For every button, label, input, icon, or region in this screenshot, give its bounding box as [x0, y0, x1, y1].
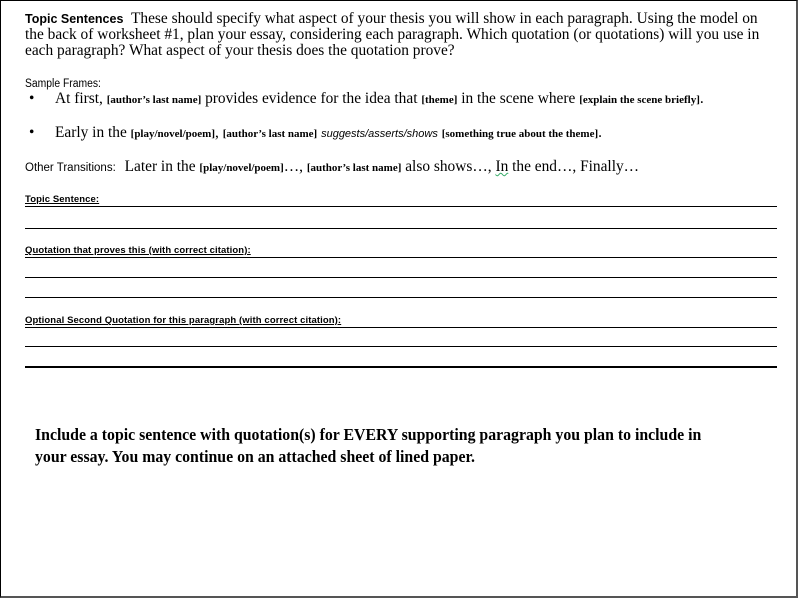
- frame1-placeholder-scene: [explain the scene briefly]: [579, 94, 700, 106]
- quotation-label: Quotation that proves this (with correct citation):: [25, 245, 251, 256]
- sample-frames-heading: Sample Frames:: [25, 78, 101, 90]
- frame1-text-1: At first,: [55, 90, 107, 107]
- other-transitions: [25, 158, 785, 176]
- topic-sentence-label: Topic Sentence:: [25, 194, 100, 205]
- frame2-placeholder-author: [author’s last name]: [222, 128, 318, 140]
- optional-quotation-line-3: [25, 366, 777, 368]
- intro-paragraph: [25, 11, 777, 60]
- transitions-text-3: also shows…,: [401, 158, 496, 175]
- transitions-spellcheck-word: In: [495, 158, 509, 175]
- quotation-line-3: [25, 297, 777, 298]
- transitions-text-2: …,: [283, 158, 307, 175]
- closing-instruction: Include a topic sentence with quotation(s) for EVERY supporting paragraph you plan to include in your essay. You may continue on an attached sheet of lined paper.: [35, 425, 702, 466]
- topic-sentence-line-2: [25, 228, 777, 229]
- optional-quotation-label: Optional Second Quotation for this paragraph (with correct citation):: [25, 315, 342, 326]
- bullet-1: •: [29, 90, 35, 107]
- transitions-label: Other Transitions:: [25, 162, 116, 174]
- transitions-placeholder-work: [play/novel/poem]: [199, 162, 284, 174]
- transitions-placeholder-author: [author’s last name]: [306, 162, 402, 174]
- frame2-placeholder-work: [play/novel/poem]: [130, 128, 215, 140]
- frame1-placeholder-author: [author’s last name]: [106, 94, 202, 106]
- quotation-line-2: [25, 277, 777, 278]
- sample-frame-2: [55, 124, 775, 143]
- sample-frame-1: [55, 90, 775, 109]
- frame1-placeholder-theme: [theme]: [421, 94, 458, 106]
- frame2-verb-options: suggests/asserts/shows: [321, 128, 438, 140]
- frame1-text-2: provides evidence for the idea that: [201, 90, 422, 107]
- topic-sentence-line-1: [25, 206, 777, 207]
- bullet-2: •: [29, 124, 35, 141]
- quotation-line-1: [25, 257, 777, 258]
- frame2-placeholder-theme: [something true about the theme]: [441, 128, 599, 140]
- transitions-text-4: the end…, Finally…: [508, 158, 640, 175]
- intro-heading: Topic Sentences: [25, 12, 124, 26]
- frame1-text-3: in the scene where: [457, 90, 580, 107]
- frame2-text-1: Early in the: [55, 124, 131, 141]
- frame1-text-4: .: [699, 90, 704, 107]
- frame2-text-2: ,: [215, 124, 223, 141]
- optional-quotation-line-2: [25, 346, 777, 347]
- frame2-text-5: .: [598, 124, 603, 141]
- transitions-text-1: Later in the: [124, 158, 200, 175]
- intro-text: These should specify what aspect of your thesis you will show in each paragraph. Using the model on the back of worksheet #1, plan your essay, considering each paragraph. Which quotation (or quotations) will you use in each paragraph? What aspect of your thesis does the quotation prove?: [25, 10, 760, 60]
- optional-quotation-line-1: [25, 327, 777, 328]
